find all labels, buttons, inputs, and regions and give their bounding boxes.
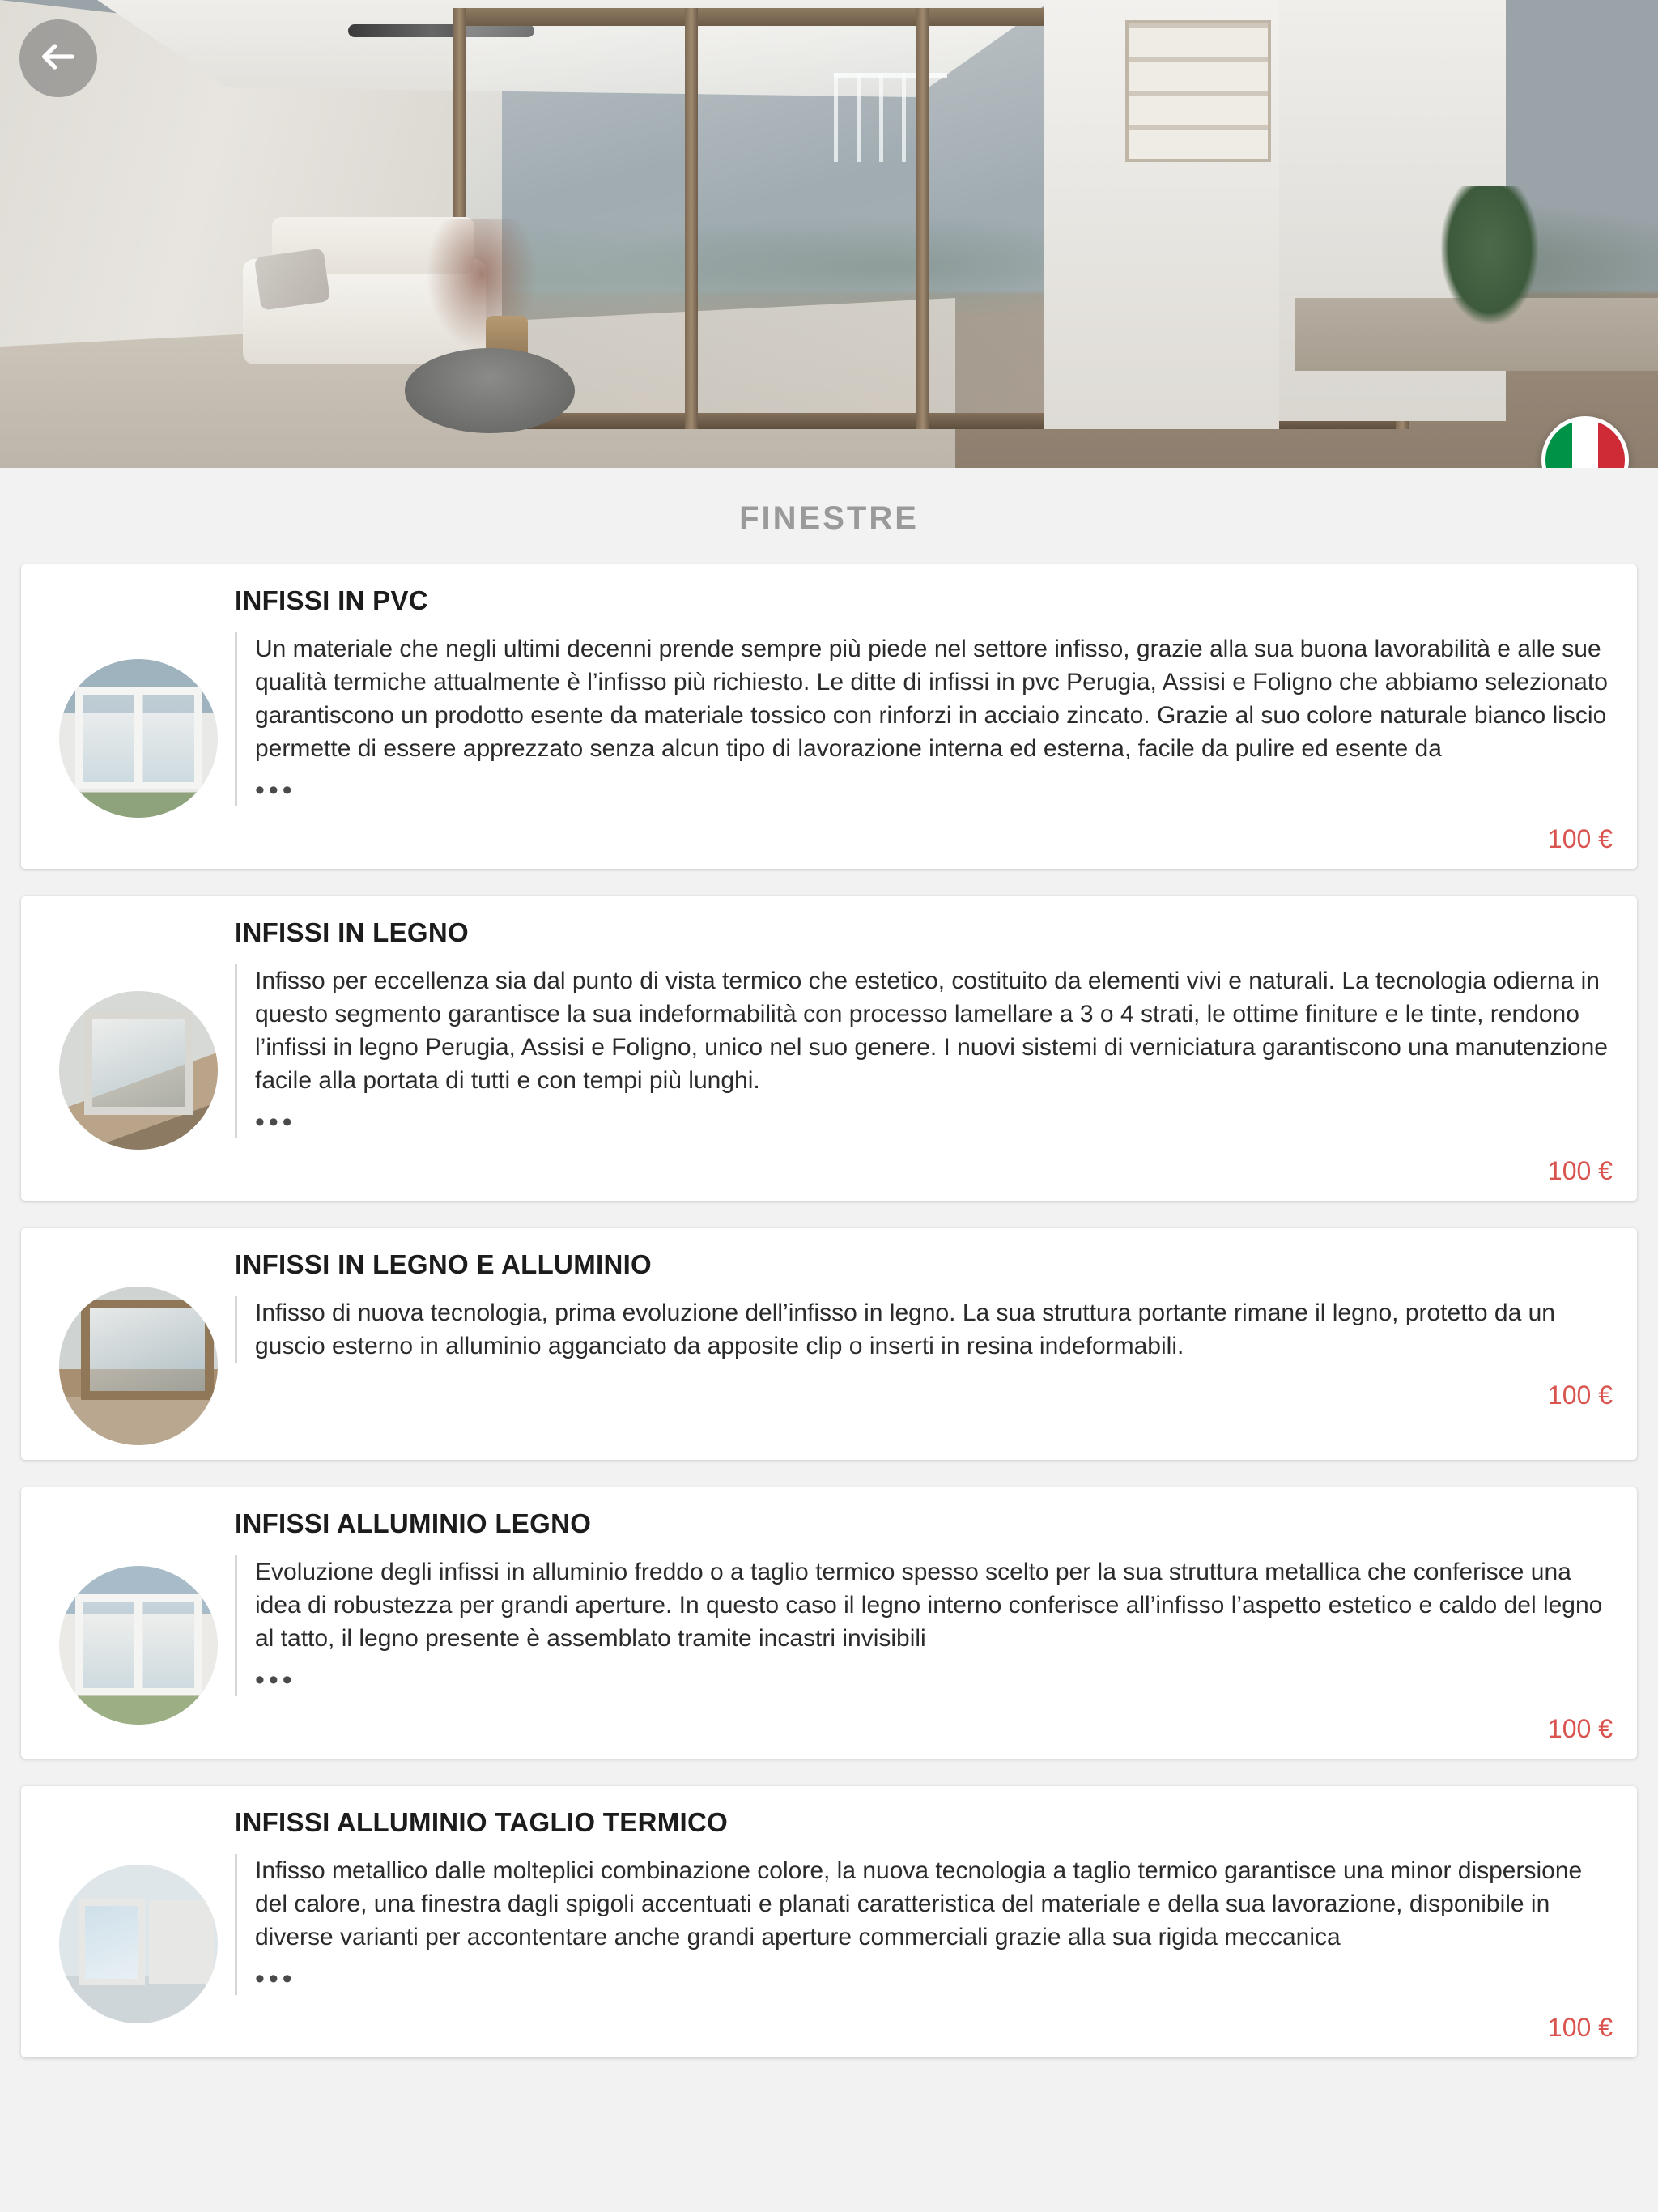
description-block — [235, 632, 1613, 806]
product-thumbnail — [59, 1865, 218, 2023]
list-item-body — [232, 1249, 1613, 1445]
hero-bookshelf — [1125, 20, 1271, 162]
list-item[interactable] — [21, 1228, 1637, 1460]
thumbnail-wrapper — [45, 1508, 232, 1744]
list-item-body — [232, 585, 1613, 854]
product-description: Infisso di nuova tecnologia, prima evoluzione dell’infisso in legno. La sua struttura portante rimane il legno, protetto da un guscio esterno in alluminio agganciato da apposite clip o inserti in resina indeformabili. — [255, 1300, 1555, 1359]
product-thumbnail — [59, 1287, 218, 1445]
description-block — [235, 964, 1613, 1138]
product-description: Infisso metallico dalle molteplici combinazione colore, la nuova tecnologia a taglio termico garantisce una minor dispersione del calore, una finestra dagli spigoli accentuati e planati caratteristica del materiale e della sua lavorazione, disponibile in diverse varianti per accontentare anche grandi aperture commerciali grazie alla sua rigida meccanica — [255, 1857, 1583, 1950]
hero-coffee-table — [405, 348, 575, 433]
expand-description-button[interactable]: ••• — [255, 1963, 296, 1994]
product-thumbnail — [59, 991, 218, 1150]
list-item[interactable] — [21, 564, 1637, 869]
thumbnail-wrapper — [45, 1249, 232, 1445]
hero-glass-pane — [698, 26, 916, 413]
product-title: INFISSI IN LEGNO — [235, 917, 469, 947]
expand-description-button[interactable]: ••• — [255, 1665, 296, 1695]
product-description: Evoluzione degli infissi in alluminio freddo o a taglio termico spesso scelto per la sua struttura metallica che conferisce una idea di robustezza per grandi aperture. In questo caso il legno interno conferisce all’infisso l’aspetto estetico e caldo del legno al tatto, il legno presente è assemblato tramite incastri invisibili — [255, 1559, 1603, 1652]
product-list — [0, 564, 1658, 2117]
list-item[interactable] — [21, 1786, 1637, 2057]
thumbnail-wrapper — [45, 917, 232, 1186]
product-title: INFISSI IN LEGNO E ALLUMINIO — [235, 1249, 653, 1279]
page-title: FINESTRE — [739, 500, 919, 536]
flag-stripe-white — [1572, 420, 1599, 468]
description-block — [235, 1555, 1613, 1696]
hero-door-mullion — [685, 8, 698, 429]
hero-cushion — [254, 248, 330, 310]
hero-door-mullion — [916, 8, 929, 429]
product-price: 100 € — [1547, 1714, 1613, 1743]
list-item-body — [232, 917, 1613, 1186]
product-description: Infisso per eccellenza sia dal punto di vista termico che estetico, costituito da elementi vivi e naturali. La tecnologia odierna in questo segmento garantisce la sua indeformabilità con processo lamellare a 3 o 4 strati, le ottime finiture e le tinte, rendono l’infissi in legno Perugia, Assisi e Foligno, unico nel suo genere. I nuovi sistemi di verniciatura garantiscono una manutenzione facile alla portata di tutti e con tempi più lunghi. — [255, 968, 1608, 1094]
list-item[interactable] — [21, 896, 1637, 1201]
hero-tree — [1441, 186, 1538, 324]
product-thumbnail — [59, 1566, 218, 1725]
hero-image — [0, 0, 1658, 468]
description-block — [235, 1854, 1613, 1995]
thumbnail-wrapper — [45, 585, 232, 854]
back-button[interactable] — [19, 19, 97, 97]
expand-description-button[interactable]: ••• — [255, 775, 296, 806]
list-item-body — [232, 1807, 1613, 2043]
product-price: 100 € — [1547, 2013, 1613, 2042]
arrow-left-icon — [37, 36, 79, 82]
product-price: 100 € — [1547, 1380, 1613, 1410]
product-description: Un materiale che negli ultimi decenni prende sempre più piede nel settore infisso, grazie alla sua buona lavorabilità e alle sue qualità termiche attualmente è l’infisso più richiesto. Le ditte di infissi in pvc Perugia, Assisi e Foligno che abbiamo selezionato garantiscono un prodotto esente da materiale tossico con rinforzi in acciaio zincato. Grazie al suo colore naturale bianco liscio permette di essere apprezzato senza alcun tipo di lavorazione interna ed esterna, facile da pulire ed esente da — [255, 636, 1608, 762]
product-title: INFISSI IN PVC — [235, 585, 428, 615]
product-price: 100 € — [1547, 1156, 1613, 1185]
thumbnail-wrapper — [45, 1807, 232, 2043]
list-item[interactable] — [21, 1487, 1637, 1759]
product-price: 100 € — [1547, 824, 1613, 853]
list-item-body — [232, 1508, 1613, 1744]
expand-description-button[interactable]: ••• — [255, 1107, 296, 1138]
description-block — [235, 1296, 1613, 1363]
product-title: INFISSI ALLUMINIO TAGLIO TERMICO — [235, 1807, 729, 1837]
product-thumbnail — [59, 659, 218, 818]
product-title: INFISSI ALLUMINIO LEGNO — [235, 1508, 592, 1538]
